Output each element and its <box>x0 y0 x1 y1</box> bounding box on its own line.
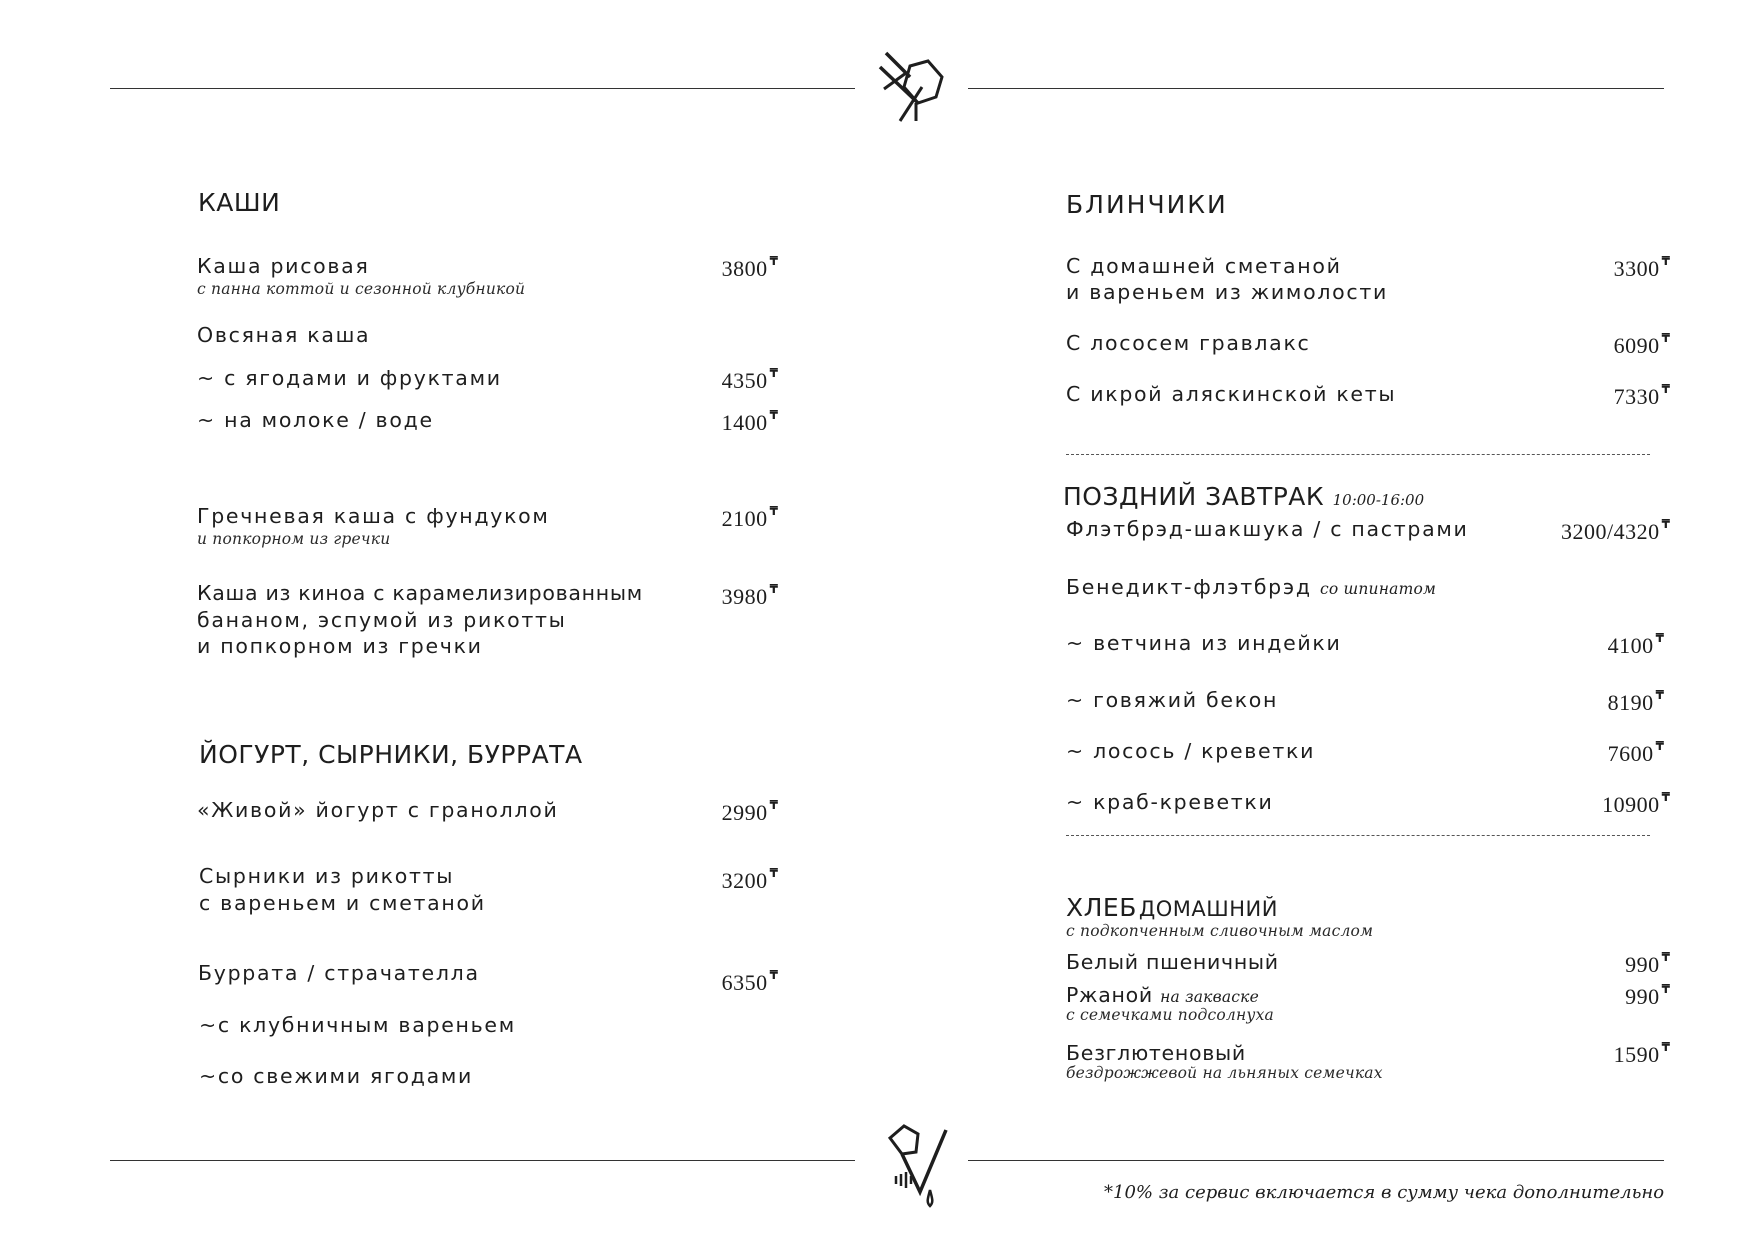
price-bread-rye: 990 ₸ <box>1625 982 1670 1009</box>
item-bliny-caviar: С икрой аляскинской кеты <box>1066 382 1397 406</box>
item-bliny-smetana-line-1: С домашней сметаной <box>1066 254 1342 278</box>
item-quinoa-line-3: и попкорном из гречки <box>197 634 483 658</box>
item-bread-gluten-free: Безглютеновый <box>1066 1041 1246 1065</box>
item-benedict-bacon: ~ говяжий бекон <box>1066 688 1279 712</box>
price-bliny-smetana: 3300 ₸ <box>1613 254 1670 281</box>
item-benedict-desc: со шпинатом <box>1319 580 1437 598</box>
item-bliny-smetana-line-2: и вареньем из жимолости <box>1066 280 1389 304</box>
item-oat-milk: ~ на молоке / воде <box>197 408 434 432</box>
item-benedict-crab: ~ краб-креветки <box>1066 790 1274 814</box>
top-rule-right <box>968 88 1664 89</box>
price-oat-fruit: 4350 ₸ <box>721 366 778 393</box>
divider-dashed-2 <box>1066 835 1650 836</box>
item-bread-rye-inline: на закваске <box>1160 988 1259 1006</box>
item-syrniki-line-1: Сырники из рикотты <box>199 864 455 888</box>
item-benedict: Бенедикт-флэтбрэд со шпинатом <box>1066 575 1437 599</box>
price-benedict-crab: 10900 ₸ <box>1602 790 1670 817</box>
item-rice-porridge-desc: с панна коттой и сезонной клубникой <box>197 280 526 298</box>
bread-title-suffix: ДОМАШНИЙ <box>1138 897 1278 921</box>
tenge-sign: ₸ <box>769 866 778 880</box>
section-title-late-breakfast: ПОЗДНИЙ ЗАВТРАК 10:00-16:00 <box>1063 482 1425 511</box>
price-bliny-salmon: 6090 ₸ <box>1613 331 1670 358</box>
item-benedict-salmon: ~ лосось / креветки <box>1066 739 1316 763</box>
section-title-kashi: КАШИ <box>198 188 281 217</box>
price-benedict-turkey: 4100 ₸ <box>1607 631 1664 658</box>
hexagon-logo-icon <box>876 47 948 127</box>
tenge-sign: ₸ <box>1661 254 1670 268</box>
tenge-sign: ₸ <box>769 798 778 812</box>
tenge-sign: ₸ <box>1661 331 1670 345</box>
divider-dashed-1 <box>1066 454 1650 455</box>
tenge-sign: ₸ <box>1661 1040 1670 1054</box>
price-quinoa: 3980 ₸ <box>721 582 778 609</box>
price-bliny-caviar: 7330 ₸ <box>1613 382 1670 409</box>
item-bread-rye: Ржаной на закваске <box>1066 983 1259 1007</box>
price-rice-porridge: 3800 ₸ <box>721 254 778 281</box>
item-burrata-berries: ~со свежими ягодами <box>199 1064 474 1088</box>
tenge-sign: ₸ <box>1661 517 1670 531</box>
bottom-rule-left <box>110 1160 855 1161</box>
tenge-sign: ₸ <box>1655 688 1664 702</box>
bread-desc: с подкопченным сливочным маслом <box>1066 922 1374 940</box>
item-rice-porridge: Каша рисовая <box>197 254 370 278</box>
price-syrniki: 3200 ₸ <box>721 866 778 893</box>
section-title-bliny: БЛИНЧИКИ <box>1066 190 1228 219</box>
price-oat-milk: 1400 ₸ <box>721 408 778 435</box>
item-buckwheat-desc: и попкорном из гречки <box>197 530 391 548</box>
item-bliny-salmon: С лососем гравлакс <box>1066 331 1311 355</box>
item-live-yogurt: «Живой» йогурт с граноллой <box>197 798 559 822</box>
section-title-yogurt: ЙОГУРТ, СЫРНИКИ, БУРРАТА <box>199 740 583 769</box>
price-burrata: 6350 ₸ <box>721 968 778 995</box>
item-oat-fruit: ~ с ягодами и фруктами <box>197 366 502 390</box>
item-shakshuka: Флэтбрэд-шакшука / с пастрами <box>1066 517 1469 541</box>
item-bread-white: Белый пшеничный <box>1066 950 1279 974</box>
tenge-sign: ₸ <box>769 582 778 596</box>
section-title-bread: ХЛЕБДОМАШНИЙ <box>1066 893 1278 922</box>
price-benedict-salmon: 7600 ₸ <box>1607 739 1664 766</box>
leaf-drop-logo-icon <box>884 1122 950 1208</box>
tenge-sign: ₸ <box>769 254 778 268</box>
price-shakshuka: 3200/4320 ₸ <box>1561 517 1670 544</box>
tenge-sign: ₸ <box>769 504 778 518</box>
item-oat-porridge: Овсяная каша <box>197 323 371 347</box>
tenge-sign: ₸ <box>769 366 778 380</box>
late-breakfast-hours: 10:00-16:00 <box>1332 491 1425 509</box>
tenge-sign: ₸ <box>1661 382 1670 396</box>
price-bread-gluten-free: 1590 ₸ <box>1613 1040 1670 1067</box>
service-charge-note: *10% за сервис включается в сумму чека дополнительно <box>1104 1182 1665 1203</box>
price-live-yogurt: 2990 ₸ <box>721 798 778 825</box>
tenge-sign: ₸ <box>1661 982 1670 996</box>
item-benedict-turkey: ~ ветчина из индейки <box>1066 631 1342 655</box>
item-buckwheat: Гречневая каша с фундуком <box>197 504 550 528</box>
item-quinoa-line-1: Каша из киноа с карамелизированным <box>197 581 643 605</box>
tenge-sign: ₸ <box>1655 631 1664 645</box>
bottom-rule-right <box>968 1160 1664 1161</box>
tenge-sign: ₸ <box>1661 950 1670 964</box>
top-rule-left <box>110 88 855 89</box>
tenge-sign: ₸ <box>769 968 778 982</box>
price-buckwheat: 2100 ₸ <box>721 504 778 531</box>
item-bread-rye-desc: с семечками подсолнуха <box>1066 1006 1274 1024</box>
item-quinoa-line-2: бананом, эспумой из рикотты <box>197 608 567 632</box>
tenge-sign: ₸ <box>769 408 778 422</box>
item-bread-gluten-free-desc: бездрожжевой на льняных семечках <box>1066 1064 1383 1082</box>
tenge-sign: ₸ <box>1655 739 1664 753</box>
tenge-sign: ₸ <box>1661 790 1670 804</box>
item-burrata: Буррата / страчателла <box>198 961 480 985</box>
price-bread-white: 990 ₸ <box>1625 950 1670 977</box>
item-syrniki-line-2: с вареньем и сметаной <box>199 891 486 915</box>
item-burrata-jam: ~с клубничным вареньем <box>199 1013 516 1037</box>
price-benedict-bacon: 8190 ₸ <box>1607 688 1664 715</box>
